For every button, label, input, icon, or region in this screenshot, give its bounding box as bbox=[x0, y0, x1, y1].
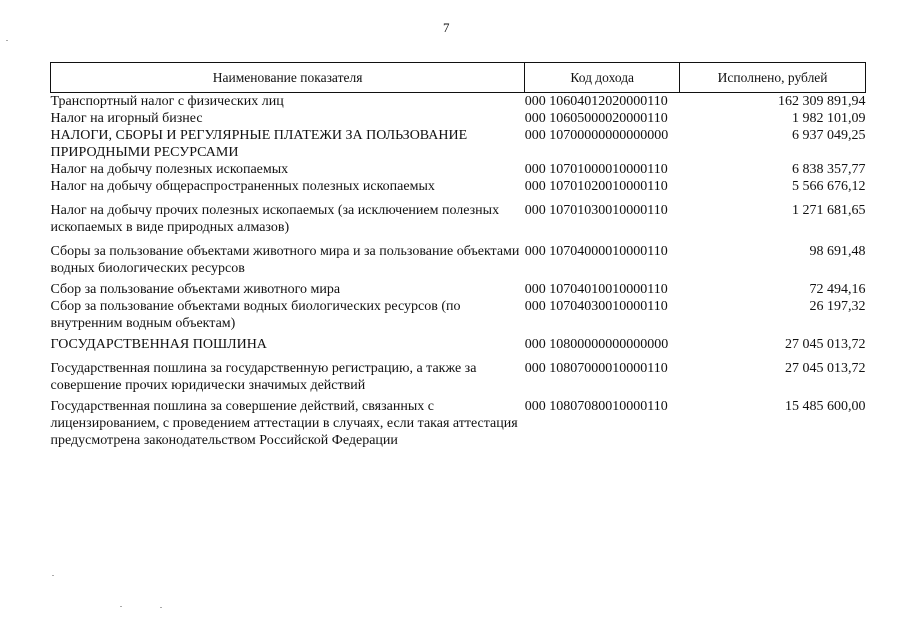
row-name: НАЛОГИ, СБОРЫ И РЕГУЛЯРНЫЕ ПЛАТЕЖИ ЗА ПОЛЬЗОВАНИЕ ПРИРОДНЫМИ РЕСУРСАМИ bbox=[50, 128, 468, 160]
row-name: Государственная пошлина за государственную регистрацию, а также за совершение прочих юридически значимых действий bbox=[50, 361, 477, 393]
scan-artifact bbox=[120, 606, 122, 607]
row-name: Сборы за пользование объектами животного мира и за пользование объектами водных биологических ресурсов bbox=[50, 244, 520, 276]
row-name: Транспортный налог с физических лиц bbox=[50, 94, 284, 109]
scan-artifact bbox=[160, 607, 162, 608]
row-amount: 15 485 600,00 bbox=[785, 399, 866, 414]
row-amount: 5 566 676,12 bbox=[792, 179, 866, 194]
row-amount: 6 937 049,25 bbox=[792, 128, 866, 143]
header-amount: Исполнено, рублей bbox=[680, 63, 866, 93]
row-name: Сбор за пользование объектами животного мира bbox=[50, 282, 341, 297]
row-code: 000 10800000000000000 bbox=[524, 337, 669, 352]
table-row bbox=[51, 298, 866, 332]
row-code: 000 10701030010000110 bbox=[524, 203, 668, 218]
row-name: ГОСУДАРСТВЕННАЯ ПОШЛИНА bbox=[50, 337, 267, 352]
table-row bbox=[51, 236, 866, 277]
row-code: 000 10807000010000110 bbox=[524, 361, 668, 376]
row-name: Налог на добычу полезных ископаемых bbox=[50, 162, 289, 177]
row-name: Сбор за пользование объектами водных биологических ресурсов (по внутренним водным объектам) bbox=[50, 299, 461, 331]
row-name: Налог на игорный бизнес bbox=[50, 111, 203, 126]
table-row bbox=[51, 195, 866, 236]
row-code: 000 10700000000000000 bbox=[524, 128, 669, 143]
row-code: 000 10704000010000110 bbox=[524, 244, 668, 259]
table-row bbox=[51, 394, 866, 449]
row-amount: 72 494,16 bbox=[809, 282, 866, 297]
row-code: 000 10704010010000110 bbox=[524, 282, 668, 297]
row-amount: 27 045 013,72 bbox=[785, 337, 866, 352]
table-row bbox=[51, 127, 866, 161]
row-amount: 98 691,48 bbox=[809, 244, 866, 259]
row-code: 000 10704030010000110 bbox=[524, 299, 668, 314]
row-amount: 27 045 013,72 bbox=[785, 361, 866, 376]
row-code: 000 10701020010000110 bbox=[524, 179, 668, 194]
table-row bbox=[51, 161, 866, 178]
revenue-table bbox=[50, 62, 866, 449]
row-code: 000 10807080010000110 bbox=[524, 399, 668, 414]
header-name: Наименование показателя bbox=[51, 63, 525, 93]
row-amount: 1 982 101,09 bbox=[792, 111, 866, 126]
table-row bbox=[51, 277, 866, 298]
table-row bbox=[51, 110, 866, 127]
row-amount: 162 309 891,94 bbox=[778, 94, 866, 109]
row-amount: 1 271 681,65 bbox=[792, 203, 866, 218]
row-name: Налог на добычу общераспространенных полезных ископаемых bbox=[50, 179, 435, 194]
table-row bbox=[51, 353, 866, 394]
row-amount: 6 838 357,77 bbox=[792, 162, 866, 177]
page-number: 7 bbox=[443, 20, 450, 35]
scan-artifact bbox=[6, 40, 8, 41]
table-row bbox=[51, 178, 866, 195]
scan-artifact bbox=[52, 575, 54, 576]
table-row bbox=[51, 332, 866, 353]
header-code: Код дохода bbox=[525, 63, 680, 93]
row-code: 000 10605000020000110 bbox=[524, 111, 668, 126]
row-name: Налог на добычу прочих полезных ископаемых (за исключением полезных ископаемых в виде природных алмазов) bbox=[50, 203, 500, 235]
row-name: Государственная пошлина за совершение действий, связанных с лицензированием, с проведением аттестации в случаях, если такая аттестация предусмотрена законодательством Российской Федерации bbox=[50, 399, 518, 448]
row-amount: 26 197,32 bbox=[809, 299, 866, 314]
row-code: 000 10604012020000110 bbox=[524, 94, 668, 109]
table-header-row bbox=[51, 63, 866, 93]
row-code: 000 10701000010000110 bbox=[524, 162, 668, 177]
table-row bbox=[51, 93, 866, 111]
